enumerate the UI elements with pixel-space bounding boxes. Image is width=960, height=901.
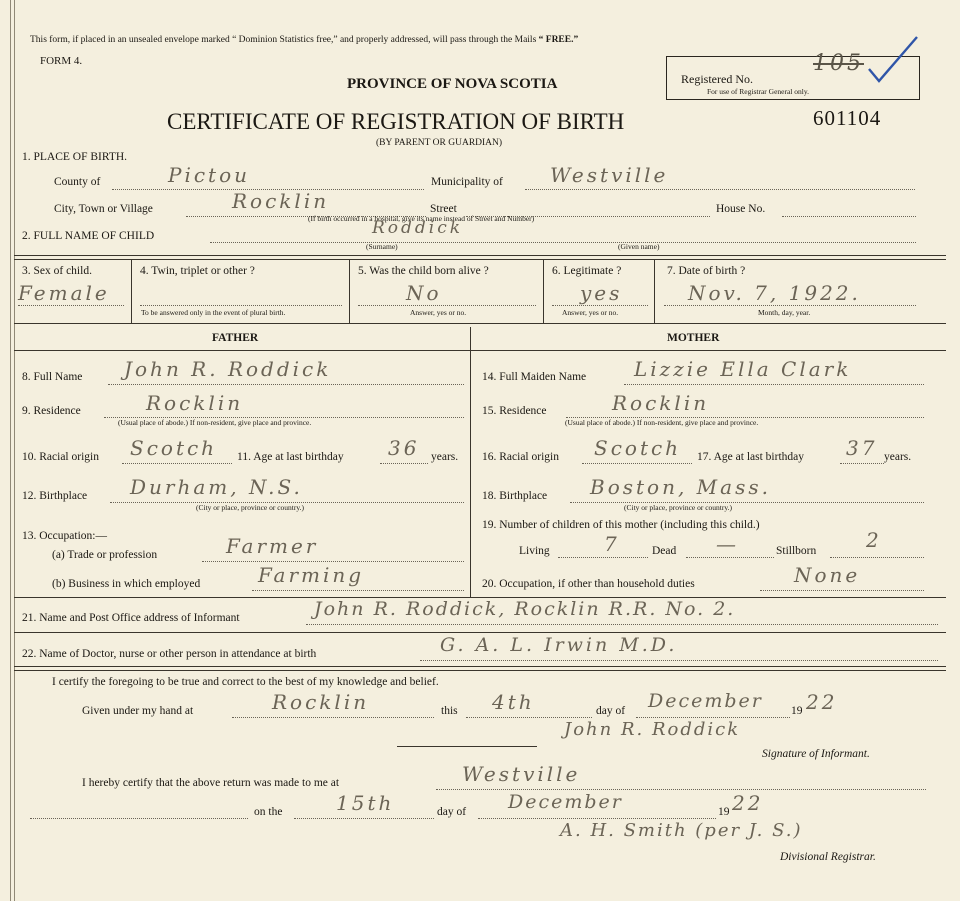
date-of-birth-value: Nov. 7, 1922.	[688, 281, 861, 305]
mother-birthplace-label: 18. Birthplace	[482, 490, 548, 502]
father-name-label: 8. Full Name	[22, 371, 83, 383]
legitimate-label: 6. Legitimate ?	[552, 265, 622, 277]
doctor-line	[420, 660, 938, 661]
registrar-day-value: 15th	[336, 791, 395, 815]
date-of-birth-label: 7. Date of birth ?	[667, 265, 746, 277]
registrar-month-value: December	[508, 791, 623, 813]
mail-note-free: “ FREE.”	[538, 35, 579, 45]
mother-occupation-value: None	[794, 563, 861, 587]
father-business-label: (b) Business in which employed	[52, 578, 201, 590]
informant-signature-caption: Signature of Informant.	[762, 748, 870, 760]
registrar-place-value: Westville	[462, 762, 581, 786]
mother-age-value: 37	[846, 436, 878, 460]
sex-value: Female	[18, 281, 110, 305]
mother-residence-label: 15. Residence	[482, 405, 547, 417]
doctor-label: 22. Name of Doctor, nurse or other person in attendance at birth	[22, 648, 317, 660]
dead-value: —	[716, 532, 739, 556]
registered-value: 105	[813, 51, 864, 76]
certificate-title: CERTIFICATE OF REGISTRATION OF BIRTH	[167, 109, 625, 134]
father-name-line	[108, 384, 464, 385]
given-under-hand-label: Given under my hand at	[82, 705, 194, 717]
certify-year-prefix: 19	[791, 705, 803, 717]
mother-name-line	[624, 384, 924, 385]
child-surname: Roddick	[372, 218, 464, 238]
mother-occupation-label: 20. Occupation, if other than household duties	[482, 578, 695, 590]
living-line	[558, 557, 648, 558]
section-divider	[14, 255, 946, 260]
registrar-day-line	[294, 818, 434, 819]
father-age-label: 11. Age at last birthday	[237, 451, 344, 463]
section-divider	[14, 323, 946, 324]
form-number: FORM 4.	[40, 55, 83, 67]
mother-residence-value: Rocklin	[612, 391, 710, 415]
certify-month-line	[636, 717, 790, 718]
registrar-year-prefix: 19	[718, 806, 730, 818]
municipality-line	[525, 189, 915, 190]
serial-number: 601104	[813, 106, 882, 130]
house-number-line	[782, 216, 916, 217]
stillborn-value: 2	[866, 528, 882, 552]
mother-age-line	[840, 463, 884, 464]
mother-birthplace-note: (City or place, province or country.)	[624, 503, 733, 512]
date-of-birth-note: Month, day, year.	[758, 308, 811, 317]
province-heading: PROVINCE OF NOVA SCOTIA	[347, 76, 558, 92]
certify-day-value: 4th	[492, 690, 535, 714]
hospital-note: (If birth occurred in a hospital, give its name instead of Street and Number)	[308, 214, 535, 223]
father-residence-value: Rocklin	[146, 391, 244, 415]
father-age-value: 36	[388, 436, 420, 460]
informant-value: John R. Roddick, Rocklin R.R. No. 2.	[314, 598, 736, 620]
registrar-use-note: For use of Registrar General only.	[707, 87, 809, 96]
column-divider	[131, 259, 132, 323]
mother-name-label: 14. Full Maiden Name	[482, 371, 587, 383]
born-alive-value: No	[406, 281, 442, 305]
column-divider	[654, 259, 655, 323]
stillborn-line	[830, 557, 924, 558]
certify-month-value: December	[648, 690, 763, 712]
registered-number-box	[666, 51, 920, 100]
living-label: Living	[519, 545, 550, 557]
mother-years-label: years.	[884, 451, 912, 463]
legitimate-note: Answer, yes or no.	[562, 308, 619, 317]
dead-line	[686, 557, 774, 558]
parents-divider	[470, 327, 471, 597]
doctor-value: G. A. L. Irwin M.D.	[440, 634, 678, 656]
date-of-birth-line	[664, 305, 916, 306]
registrar-place-line	[436, 789, 926, 790]
living-value: 7	[604, 532, 620, 556]
dead-label: Dead	[652, 545, 677, 557]
registrar-statement: I hereby certify that the above return was made to me at	[82, 777, 340, 789]
mother-occupation-line	[760, 590, 924, 591]
father-birthplace-label: 12. Birthplace	[22, 490, 88, 502]
born-alive-label: 5. Was the child born alive ?	[358, 265, 489, 277]
mother-birthplace-value: Boston, Mass.	[590, 475, 771, 499]
county-label: County of	[54, 176, 101, 188]
informant-signature: John R. Roddick	[564, 719, 741, 740]
certificate-subtitle: (BY PARENT OR GUARDIAN)	[376, 138, 503, 148]
child-name-label: 2. FULL NAME OF CHILD	[22, 230, 155, 242]
certify-statement: I certify the foregoing to be true and correct to the best of my knowledge and belief.	[52, 676, 439, 688]
father-business-line	[252, 590, 464, 591]
sex-label: 3. Sex of child.	[22, 265, 92, 277]
twin-label: 4. Twin, triplet or other ?	[140, 265, 255, 277]
page-edge-line	[10, 0, 11, 901]
mother-age-label: 17. Age at last birthday	[697, 451, 804, 463]
mother-racial-label: 16. Racial origin	[482, 451, 559, 463]
father-birthplace-value: Durham, N.S.	[130, 475, 303, 499]
registrar-day-of-label: day of	[437, 806, 467, 818]
father-residence-note: (Usual place of abode.) If non-resident, give place and province.	[118, 418, 312, 427]
mother-residence-note: (Usual place of abode.) If non-resident, give place and province.	[565, 418, 759, 427]
city-label: City, Town or Village	[54, 203, 153, 215]
child-name-line	[210, 242, 916, 243]
on-the-label: on the	[254, 806, 283, 818]
father-residence-label: 9. Residence	[22, 405, 81, 417]
mail-note-text: This form, if placed in an unsealed envelope marked “ Dominion Statistics free,” and properly addressed, will pass through the Mails	[30, 35, 537, 45]
father-business-value: Farming	[258, 563, 365, 587]
twin-note: To be answered only in the event of plural birth.	[141, 308, 286, 317]
sex-line	[18, 305, 124, 306]
registrar-lead-line	[30, 818, 248, 819]
this-label: this	[441, 705, 458, 717]
father-name-value: John R. Roddick	[124, 357, 332, 381]
given-place-value: Rocklin	[272, 690, 370, 714]
father-racial-value: Scotch	[130, 436, 218, 460]
registrar-signature: A. H. Smith (per J. S.)	[560, 820, 803, 841]
signature-rule	[397, 746, 537, 747]
column-divider	[349, 259, 350, 323]
twin-line	[140, 305, 342, 306]
registered-label: Registered No.	[681, 72, 753, 86]
certify-day-line	[466, 717, 592, 718]
registrar-signature-caption: Divisional Registrar.	[780, 851, 876, 863]
check-mark-icon	[863, 35, 923, 85]
section-divider	[14, 632, 946, 633]
surname-caption: (Surname)	[366, 242, 398, 251]
informant-label: 21. Name and Post Office address of Informant	[22, 612, 240, 624]
father-racial-line	[122, 463, 232, 464]
legitimate-value: yes	[580, 281, 623, 305]
father-occupation-label: 13. Occupation:—	[22, 530, 107, 542]
section-divider	[14, 350, 946, 351]
father-trade-line	[202, 561, 464, 562]
stillborn-label: Stillborn	[776, 545, 817, 557]
municipality-label: Municipality of	[431, 176, 503, 188]
mother-racial-line	[582, 463, 692, 464]
father-age-line	[380, 463, 428, 464]
father-birthplace-note: (City or place, province or country.)	[196, 503, 305, 512]
legitimate-line	[552, 305, 648, 306]
father-heading: FATHER	[212, 332, 259, 344]
given-place-line	[232, 717, 434, 718]
father-trade-value: Farmer	[226, 534, 319, 558]
mother-children-label: 19. Number of children of this mother (including this child.)	[482, 519, 760, 531]
page-edge-line	[14, 0, 15, 901]
mother-name-value: Lizzie Ella Clark	[634, 357, 852, 381]
house-number-label: House No.	[716, 203, 766, 215]
municipality-value: Westville	[550, 163, 669, 187]
given-name-caption: (Given name)	[618, 242, 660, 251]
section-divider	[14, 666, 946, 671]
mail-note	[30, 36, 578, 46]
county-value: Pictou	[168, 163, 251, 187]
city-value: Rocklin	[232, 189, 330, 213]
certify-year-value: 22	[806, 690, 838, 714]
registrar-year-value: 22	[732, 791, 764, 815]
informant-line	[306, 624, 938, 625]
registrar-month-line	[478, 818, 716, 819]
mother-racial-value: Scotch	[594, 436, 682, 460]
father-racial-label: 10. Racial origin	[22, 451, 99, 463]
born-alive-note: Answer, yes or no.	[410, 308, 467, 317]
father-trade-label: (a) Trade or profession	[52, 549, 158, 561]
certify-day-of-label: day of	[596, 705, 626, 717]
column-divider	[543, 259, 544, 323]
place-of-birth-heading: 1. PLACE OF BIRTH.	[22, 151, 128, 163]
born-alive-line	[358, 305, 536, 306]
father-years-label: years.	[431, 451, 459, 463]
street-label: Street	[430, 203, 457, 215]
mother-heading: MOTHER	[667, 332, 720, 344]
